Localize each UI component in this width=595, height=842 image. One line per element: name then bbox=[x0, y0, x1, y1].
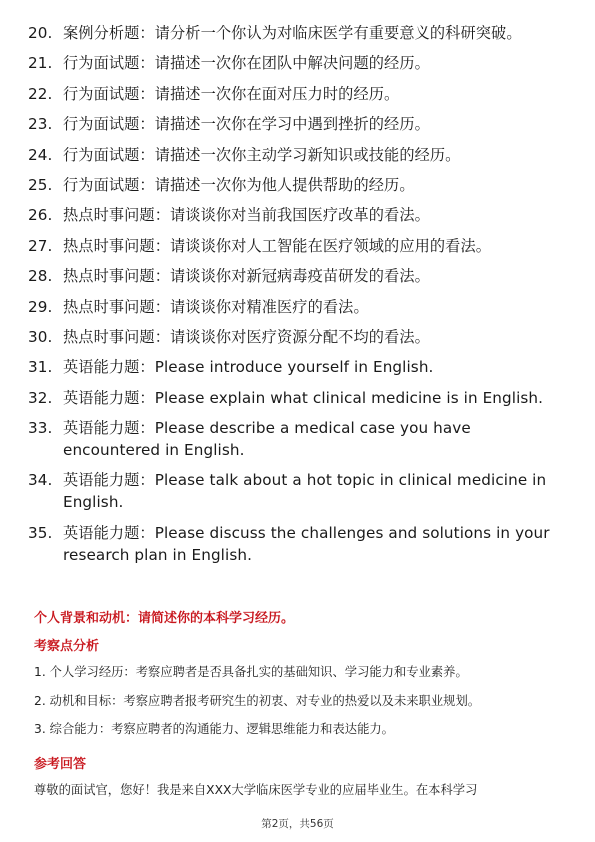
question-item bbox=[28, 144, 564, 166]
reference-answer-text: 尊敬的面试官，您好！我是来自XXX大学临床医学专业的应届毕业生。在本科学习 bbox=[34, 783, 478, 797]
question-list bbox=[28, 22, 564, 574]
question-text: 行为面试题：请描述一次你为他人提供帮助的经历。 bbox=[63, 175, 415, 194]
question-number: 31. bbox=[28, 358, 53, 377]
analysis-point bbox=[34, 663, 564, 681]
question-text: 案例分析题：请分析一个你认为对临床医学有重要意义的科研突破。 bbox=[63, 24, 522, 42]
question-text: 热点时事问题：请谈谈你对新冠病毒疫苗研发的看法。 bbox=[63, 267, 430, 286]
analysis-point-text: 2. 动机和目标：考察应聘者报考研究生的初衷、对专业的热爱以及未来职业规划。 bbox=[34, 694, 481, 708]
analysis-point bbox=[34, 720, 564, 738]
question-item bbox=[28, 22, 564, 44]
analysis-point-text: 3. 综合能力：考察应聘者的沟通能力、逻辑思维能力和表达能力。 bbox=[34, 722, 394, 736]
question-text: 英语能力题：Please talk about a hot topic in clinical medicine in English. bbox=[63, 471, 547, 512]
question-text: 英语能力题：Please discuss the challenges and solutions in your research plan in English. bbox=[63, 523, 550, 564]
question-text: 热点时事问题：请谈谈你对当前我国医疗改革的看法。 bbox=[63, 206, 430, 225]
question-item bbox=[28, 469, 564, 513]
question-text: 热点时事问题：请谈谈你对精准医疗的看法。 bbox=[63, 297, 369, 316]
question-text: 行为面试题：请描述一次你在学习中遇到挫折的经历。 bbox=[63, 115, 430, 134]
question-section bbox=[34, 610, 564, 628]
question-text: 行为面试题：请描述一次你在面对压力时的经历。 bbox=[63, 84, 400, 103]
section-heading: 个人背景和动机：请简述你的本科学习经历。 bbox=[34, 611, 295, 626]
question-number: 26. bbox=[28, 206, 53, 225]
question-item bbox=[28, 387, 564, 409]
question-number: 21. bbox=[28, 54, 53, 73]
question-number: 25. bbox=[28, 175, 53, 194]
question-item bbox=[28, 296, 564, 318]
question-number: 20. bbox=[28, 24, 53, 42]
question-number: 24. bbox=[28, 145, 53, 164]
analysis-block bbox=[34, 638, 564, 656]
question-item bbox=[28, 326, 564, 348]
question-number: 30. bbox=[28, 327, 53, 346]
question-number: 32. bbox=[28, 388, 53, 407]
page-footer: 第2页，共56页 bbox=[261, 818, 334, 830]
question-number: 33. bbox=[28, 419, 53, 438]
analysis-point-text: 1. 个人学习经历：考察应聘者是否具备扎实的基础知识、学习能力和专业素养。 bbox=[34, 665, 468, 679]
question-number: 23. bbox=[28, 115, 53, 134]
question-item bbox=[28, 265, 564, 287]
reference-answer bbox=[34, 781, 564, 799]
question-item bbox=[28, 113, 564, 135]
question-text: 行为面试题：请描述一次你主动学习新知识或技能的经历。 bbox=[63, 145, 461, 164]
analysis-point bbox=[34, 692, 564, 710]
question-item bbox=[28, 356, 564, 378]
question-item bbox=[28, 83, 564, 105]
question-number: 35. bbox=[28, 523, 53, 542]
reference-title: 参考回答 bbox=[34, 757, 87, 772]
question-text: 热点时事问题：请谈谈你对人工智能在医疗领域的应用的看法。 bbox=[63, 236, 492, 255]
question-number: 27. bbox=[28, 236, 53, 255]
question-item bbox=[28, 417, 564, 461]
question-item bbox=[28, 174, 564, 196]
question-number: 34. bbox=[28, 471, 53, 490]
analysis-title: 考察点分析 bbox=[34, 639, 100, 654]
question-text: 英语能力题：Please explain what clinical medicine is in English. bbox=[63, 388, 544, 407]
question-item bbox=[28, 235, 564, 257]
question-number: 22. bbox=[28, 84, 53, 103]
question-text: 热点时事问题：请谈谈你对医疗资源分配不均的看法。 bbox=[63, 327, 430, 346]
question-number: 29. bbox=[28, 297, 53, 316]
question-item bbox=[28, 52, 564, 74]
reference-block bbox=[34, 756, 564, 774]
question-text: 英语能力题：Please describe a medical case you have encountered in English. bbox=[63, 419, 471, 460]
question-item bbox=[28, 204, 564, 226]
question-text: 行为面试题：请描述一次你在团队中解决问题的经历。 bbox=[63, 54, 430, 73]
question-item bbox=[28, 522, 564, 566]
question-number: 28. bbox=[28, 267, 53, 286]
question-text: 英语能力题：Please introduce yourself in English. bbox=[63, 358, 434, 377]
